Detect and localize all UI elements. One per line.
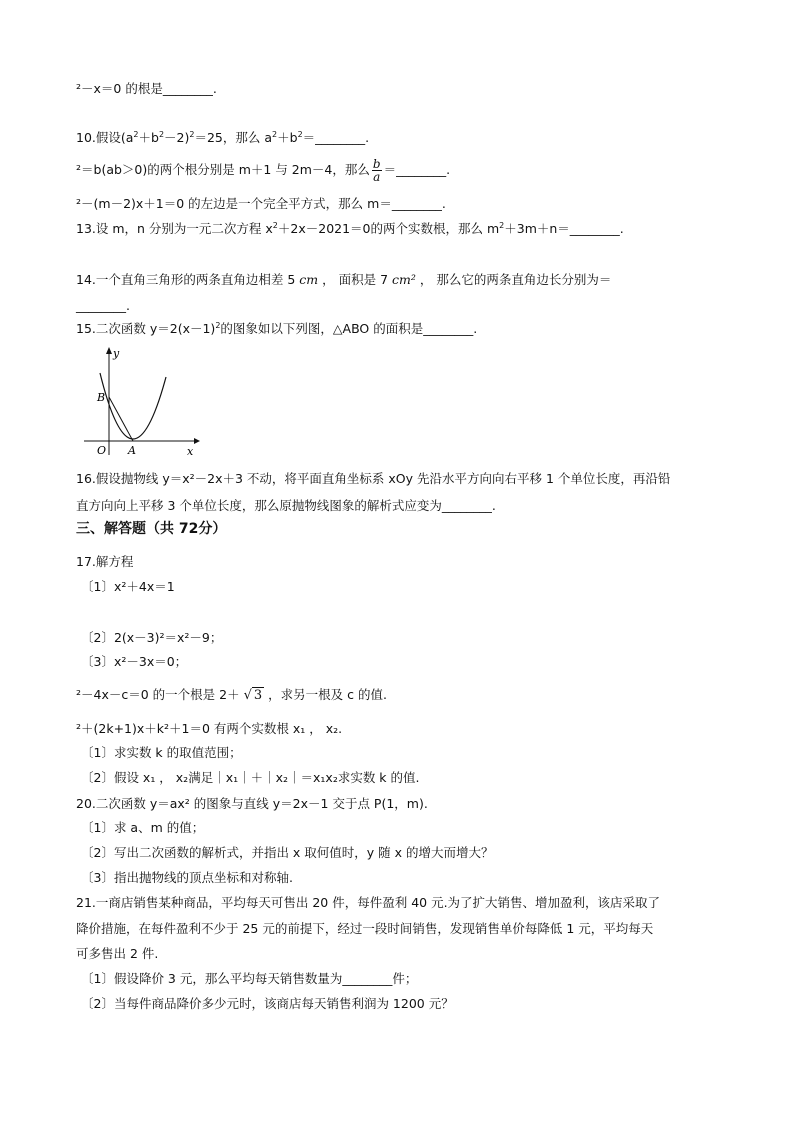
fraction-denominator: a (373, 170, 381, 184)
parabola-curve (100, 373, 166, 439)
q15-part: 15.二次函数 y＝2(x－1) (76, 321, 216, 336)
q19-part2: 〔2〕假设 x₁ ， x₂满足｜x₁｜＋｜x₂｜＝x₁x₂求实数 k 的值. (81, 770, 420, 785)
q15-part: 的图象如以下列图，△ABO 的面积是________. (220, 321, 478, 336)
q20-part3: 〔3〕指出抛物线的顶点坐标和对称轴. (81, 870, 293, 885)
q20-text: 20.二次函数 y＝ax² 的图象与直线 y＝2x－1 交于点 P(1，m). (76, 796, 428, 811)
q13-part: ＋2x－2021＝0的两个实数根，那么 m (277, 221, 500, 236)
fraction-b-over-a (372, 158, 382, 183)
q10-part: 10.假设(a (76, 130, 134, 145)
q21-part2: 〔2〕当每件商品降价多少元时，该商店每天销售利润为 1200 元？ (81, 996, 454, 1011)
q15-text: 15.二次函数 $y=2(x-1)^2$的图象如以下列图，△ABO 的面积是________. (76, 321, 478, 336)
q14-part: ， 那么它的两条直角边长分别为＝ (419, 272, 612, 287)
q10-part: ＝________. (302, 130, 370, 145)
q10-text: 10.假设$(a^2+b^2-2)^2=25$，那么 $a^2+b^2=\_\_\_\_\_\_\_\_$. (76, 130, 370, 145)
label-o: O (97, 444, 107, 457)
q20-part1: 〔1〕求 a、m 的值； (81, 820, 205, 835)
q13-part: 13.设 m，n 分别为一元二次方程 x (76, 221, 273, 236)
unit-cm2: cm² (392, 272, 416, 287)
q17-part3: 〔3〕x²－3x＝0； (81, 654, 188, 669)
sqrt-3: √ 3 (243, 688, 263, 703)
q18-text (76, 687, 387, 704)
q13-text: 13.设 m，n 分别为一元二次方程 $x^2+2x-2021=0$的两个实数根，那么 $m^2+3m+n=\_\_\_\_\_\_\_\_$. (76, 221, 624, 236)
q17-part1: 〔1〕x²＋4x＝1 (81, 579, 175, 594)
q21-line2: 降价措施，在每件盈利不少于 25 元的前提下，经过一段时间销售，发现销售单价每降低 1 元，平均每天 (76, 921, 654, 936)
q10-part: ＋b (277, 130, 298, 145)
radicand: 3 (253, 688, 263, 703)
segment-ab (109, 397, 133, 441)
q14-text (76, 272, 611, 288)
unit-cm: cm (299, 272, 319, 287)
q11-text (76, 158, 450, 183)
q17-title: 17.解方程 (76, 554, 134, 569)
q10-part: ＝25，那么 a (194, 130, 273, 145)
q9-text: ²－x＝0 的根是________. (76, 81, 217, 96)
x-axis-arrow (194, 438, 200, 444)
q16-line1: 16.假设抛物线 y＝x²－2x＋3 不动，将平面直角坐标系 xOy 先沿水平方向向右平移 1 个单位长度，再沿铅 (76, 471, 671, 486)
q21-line1: 21.一商店销售某种商品，平均每天可售出 20 件，每件盈利 40 元.为了扩大销售、增加盈利，该店采取了 (76, 895, 661, 910)
parabola-figure (82, 343, 202, 461)
label-b: B (97, 391, 106, 404)
q14-part: 14.一个直角三角形的两条直角边相差 5 (76, 272, 296, 287)
q17-part2: 〔2〕2(x－3)²＝x²－9； (81, 630, 223, 645)
q13-part: ＋3m＋n＝________. (504, 221, 624, 236)
q18-part: ²－4x－c＝0 的一个根是 2＋ (76, 687, 240, 702)
label-y: y (113, 347, 120, 360)
section-heading: 三、解答题（共 72分） (76, 521, 227, 537)
q20-part2: 〔2〕写出二次函数的解析式，并指出 x 取何值时，y 随 x 的增大而增大？ (81, 845, 494, 860)
label-x: x (187, 445, 194, 458)
q11-part: ²＝b(ab＞0)的两个根分别是 m＋1 与 2m－4，那么 (76, 162, 370, 177)
q10-part: ＋b (138, 130, 159, 145)
q12-text: ²－(m－2)x＋1＝0 的左边是一个完全平方式，那么 m＝________. (76, 196, 446, 211)
q19-part1: 〔1〕求实数 k 的取值范围； (81, 745, 242, 760)
q11-part: ＝________. (383, 162, 451, 177)
q14-part: ， 面积是 7 (322, 272, 389, 287)
q14-blank: ________. (76, 298, 130, 313)
q21-part1: 〔1〕假设降价 3 元，那么平均每天销售数量为________件； (81, 971, 418, 986)
label-a: A (128, 444, 136, 457)
fraction-numerator: b (372, 157, 381, 171)
q18-part: ，求另一根及 c 的值. (268, 687, 387, 702)
q10-part: －2) (164, 130, 190, 145)
q16-line2: 直方向向上平移 3 个单位长度，那么原抛物线图象的解析式应变为________. (76, 498, 496, 513)
q21-line3: 可多售出 2 件. (76, 946, 159, 961)
y-axis-arrow (106, 347, 112, 354)
q19-text: ²＋(2k+1)x＋k²＋1＝0 有两个实数根 x₁ ， x₂. (76, 721, 343, 736)
